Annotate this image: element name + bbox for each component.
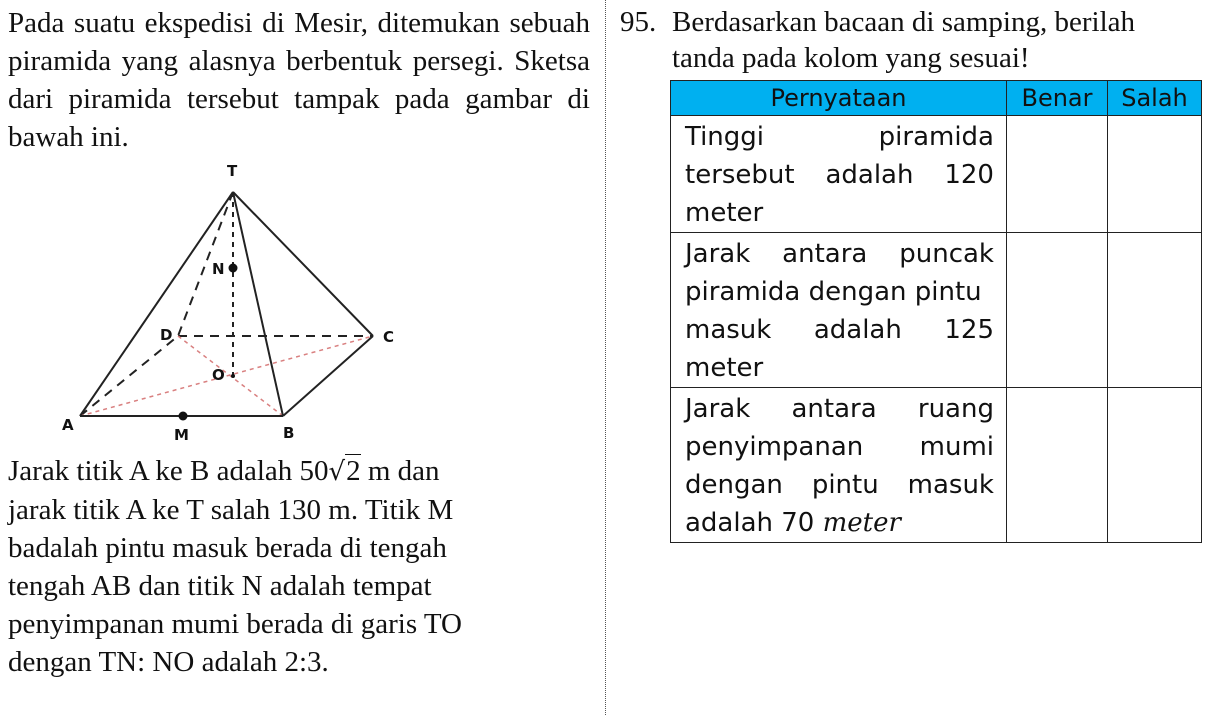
edge-TC bbox=[233, 192, 373, 336]
body-line: dengan TN: NO adalah 2:3. bbox=[8, 646, 329, 678]
distance-line bbox=[8, 452, 568, 491]
body-line: jarak titik A ke T salah 130 m. Titik M bbox=[8, 494, 454, 526]
question-number: 95. bbox=[620, 6, 657, 38]
question-line: Berdasarkan bacaan di samping, berilah bbox=[672, 6, 1136, 38]
question-text bbox=[672, 4, 1210, 76]
word: Jarak bbox=[685, 239, 751, 269]
table-row bbox=[671, 233, 1202, 388]
salah-checkbox-cell[interactable] bbox=[1108, 233, 1202, 388]
label-D: D bbox=[160, 326, 173, 344]
column-divider bbox=[605, 0, 606, 715]
word: masuk bbox=[685, 315, 772, 345]
word: Tinggi bbox=[685, 122, 765, 152]
intro-line: Pada suatu ekspedisi di Mesir, ditemukan bbox=[8, 7, 500, 39]
word: penyimpanan bbox=[685, 432, 864, 462]
word: 120 bbox=[944, 160, 994, 190]
word: tersebut bbox=[685, 160, 795, 190]
problem-paragraph bbox=[8, 452, 568, 681]
answer-table bbox=[670, 80, 1202, 543]
distance-prefix: Jarak titik A ke B adalah 50 bbox=[8, 455, 329, 487]
word: meter bbox=[685, 353, 764, 383]
label-C: C bbox=[383, 328, 395, 346]
salah-checkbox-cell[interactable] bbox=[1108, 116, 1202, 233]
pyramid-figure bbox=[58, 162, 418, 452]
header-salah: Salah bbox=[1108, 81, 1202, 116]
sqrt-radicand: 2 bbox=[346, 455, 361, 487]
word: 125 bbox=[944, 315, 994, 345]
word: antara bbox=[782, 239, 868, 269]
word: meter bbox=[685, 198, 764, 228]
intro-paragraph bbox=[8, 4, 590, 156]
word: pintu bbox=[811, 470, 879, 500]
word: dengan bbox=[685, 470, 783, 500]
body-line: penyimpanan mumi berada di garis TO bbox=[8, 608, 462, 640]
word: adalah bbox=[813, 315, 902, 345]
word: masuk bbox=[907, 470, 994, 500]
statement-cell bbox=[671, 233, 1007, 388]
intro-line: persegi. Sketsa dari piramida tersebut bbox=[8, 45, 591, 115]
point-M bbox=[179, 412, 188, 421]
table-header-row bbox=[671, 81, 1202, 116]
edge-TD bbox=[178, 192, 233, 336]
question-column bbox=[620, 0, 1210, 715]
label-T: T bbox=[227, 162, 238, 180]
intro-line: tampak pada gambar di bawah ini. bbox=[8, 83, 590, 153]
word: ruang bbox=[917, 394, 994, 424]
point-O bbox=[231, 374, 235, 378]
intro-line: sebuah piramida yang alasnya berbentuk bbox=[8, 7, 591, 77]
label-M: M bbox=[174, 426, 189, 444]
distance-suffix: m dan bbox=[360, 455, 440, 487]
benar-checkbox-cell[interactable] bbox=[1007, 388, 1108, 543]
table-row bbox=[671, 388, 1202, 543]
unit-italic: meter bbox=[822, 508, 901, 538]
word: piramida dengan pintu bbox=[685, 277, 982, 307]
sqrt-symbol: √2 bbox=[328, 455, 361, 487]
benar-checkbox-cell[interactable] bbox=[1007, 116, 1108, 233]
edge-TA bbox=[80, 192, 233, 416]
header-benar: Benar bbox=[1007, 81, 1108, 116]
statement-cell bbox=[671, 116, 1007, 233]
passage-column bbox=[8, 0, 592, 715]
body-line: badalah pintu masuk berada di tengah bbox=[8, 532, 447, 564]
salah-checkbox-cell[interactable] bbox=[1108, 388, 1202, 543]
statement-cell bbox=[671, 388, 1007, 543]
word: mumi bbox=[919, 432, 994, 462]
label-N: N bbox=[212, 260, 225, 278]
question-line: tanda pada kolom yang sesuai! bbox=[672, 42, 1030, 74]
label-A: A bbox=[62, 416, 74, 434]
word: antara bbox=[791, 394, 877, 424]
label-O: O bbox=[212, 366, 225, 384]
point-N bbox=[229, 264, 238, 273]
word: adalah 70 bbox=[685, 508, 815, 538]
word: piramida bbox=[878, 122, 994, 152]
table-row bbox=[671, 116, 1202, 233]
header-pernyataan: Pernyataan bbox=[671, 81, 1007, 116]
word: Jarak bbox=[685, 394, 751, 424]
word: adalah bbox=[825, 160, 914, 190]
body-line: tengah AB dan titik N adalah tempat bbox=[8, 570, 432, 602]
edge-AD bbox=[80, 336, 178, 416]
edge-TB bbox=[233, 192, 283, 416]
benar-checkbox-cell[interactable] bbox=[1007, 233, 1108, 388]
label-B: B bbox=[283, 424, 295, 442]
word: puncak bbox=[899, 239, 994, 269]
